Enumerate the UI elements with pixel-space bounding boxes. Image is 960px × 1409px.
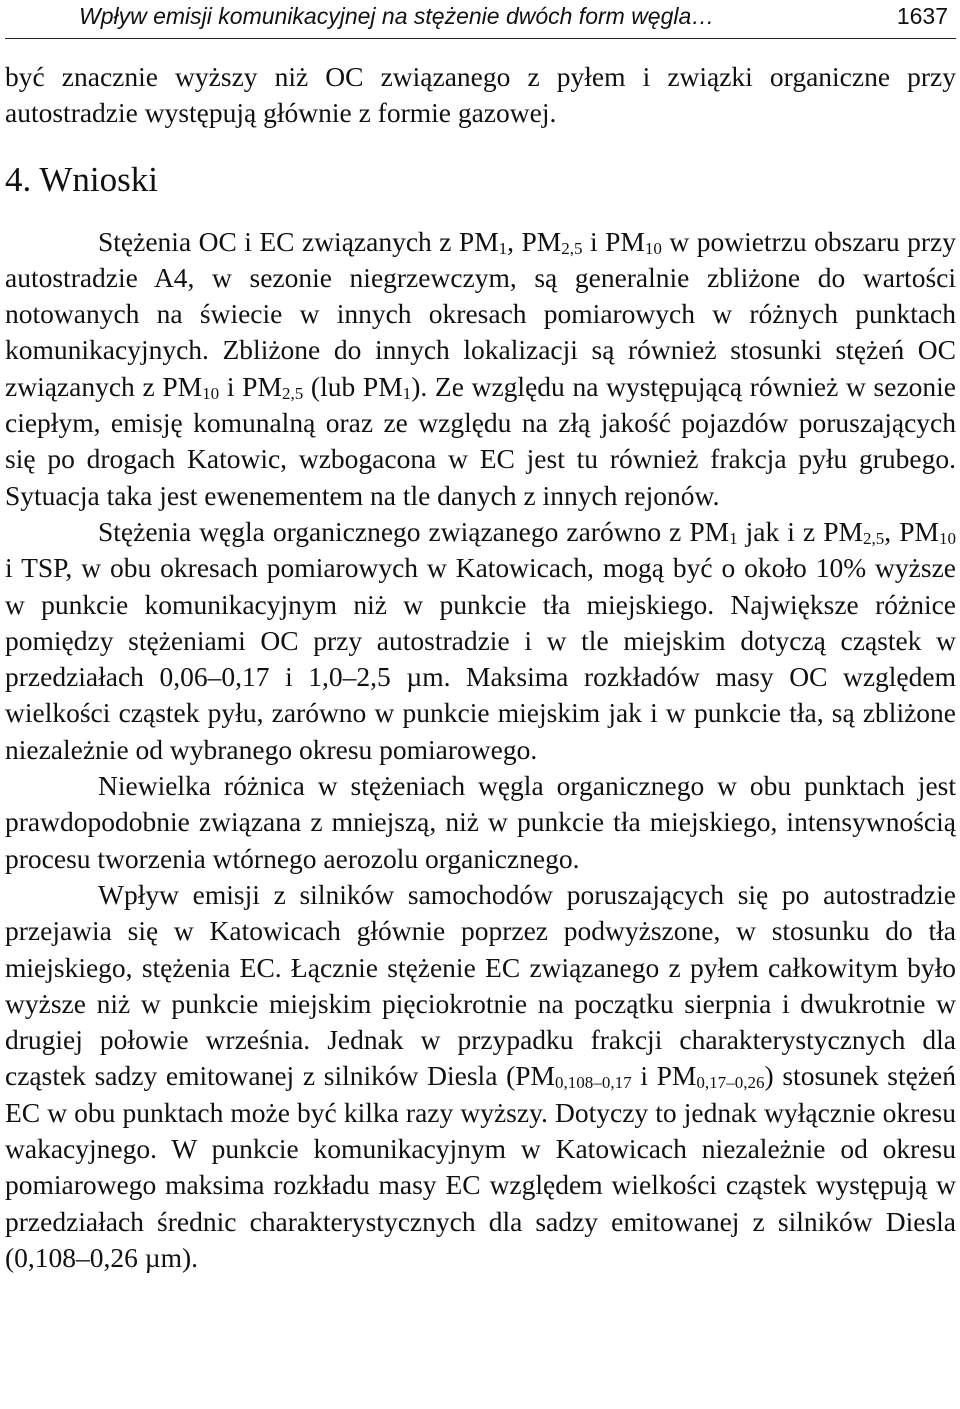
- text-run: i PM: [219, 370, 282, 402]
- subscript: 10: [938, 529, 956, 549]
- section-heading: 4. Wnioski: [5, 159, 158, 199]
- running-title: Wpływ emisji komunikacyjnej na stężenie dwóch form węgla…: [79, 3, 715, 29]
- subscript: 10: [644, 238, 662, 258]
- paragraph-2: [5, 514, 956, 768]
- text-run: i PM: [631, 1060, 697, 1092]
- subscript: 2,5: [862, 529, 885, 549]
- text-run: i PM: [582, 225, 645, 257]
- subscript: 1: [498, 238, 508, 258]
- text-run: jak i z PM: [737, 515, 863, 547]
- text-run: Stężenia węgla organicznego związanego zarówno z PM: [98, 515, 730, 547]
- subscript: 0,108–0,17: [555, 1073, 632, 1093]
- text-run: ). Ze względu na występującą również w sezonie ciepłym, emisję komunalną oraz ze względu na złą jakość pojazdów poruszających się po drogach Katowic, wzbogacona w EC jest tu również frakcja pyłu grubego. Sytuacja taka jest ewenementem na tle danych z innych rejonów.: [5, 370, 957, 511]
- subscript: 2,5: [561, 238, 583, 258]
- running-header: [5, 0, 956, 39]
- subscript: 10: [202, 383, 220, 403]
- text-run: , PM: [507, 225, 562, 257]
- subscript: 1: [729, 529, 738, 549]
- paragraph-1: [5, 224, 956, 514]
- page-number: 1637: [896, 3, 948, 29]
- text-run: Stężenia OC i EC związanych z PM: [98, 225, 499, 257]
- text-run: i TSP, w obu okresach pomiarowych w Katowicach, mogą być o około 10% wyższe w punkcie komunikacyjnym niż w punkcie tła miejskiego. Największe różnice pomiędzy stężeniami OC przy autostradzie i w tle miejskim dotyczą cząstek w przedziałach 0,06–0,17 i 1,0–2,5 µm. Maksima rozkładów masy OC względem wielkości cząstek pyłu, zarówno w punkcie miejskim jak i w punkcie tła, są zbliżone niezależnie od wybranego okresu pomiarowego.: [5, 552, 956, 765]
- body-text: [5, 59, 956, 1276]
- paragraph-3: Niewielka różnica w stężeniach węgla organicznego w obu punktach jest prawdopodobnie związana z mniejszą, niż w punkcie tła miejskiego, intensywnością procesu tworzenia wtórnego aerozolu organicznego.: [5, 770, 956, 874]
- text-run: w powietrzu obszaru przy autostradzie A4, w sezonie niegrzewczym, są generalnie zbliżone do wartości notowanych na świecie w innych okresach pomiarowych w różnych punktach komunikacyjnych. Zbliżone do innych lokalizacji są również stosunki stężeń OC związanych z PM: [5, 225, 956, 402]
- intro-paragraph: być znacznie wyższy niż OC związanego z pyłem i związki organiczne przy autostradzie występują głównie z formie gazowej.: [5, 61, 956, 129]
- text-run: , PM: [884, 515, 939, 547]
- text-run: Wpływ emisji z silników samochodów poruszających się po autostradzie przejawia się w Katowicach głównie poprzez podwyższone, w stosunku do tła miejskiego, stężenia EC. Łącznie stężenie EC związanego z pyłem całkowitym było wyższe niż w punkcie miejskim pięciokrotnie na początku sierpnia i dwukrotnie w drugiej połowie września. Jednak w przypadku frakcji charakterystycznych dla cząstek sadzy emitowanej z silników Diesla (PM: [5, 878, 956, 1092]
- subscript: 0,17–0,26: [696, 1073, 765, 1093]
- text-run: ) stosunek stężeń EC w obu punktach może być kilka razy wyższy. Dotyczy to jednak wyłącznie okresu wakacyjnego. W punkcie komunikacyjnym w Katowicach niezależnie od okresu pomiarowego maksima rozkładu masy EC względem wielkości cząstek występują w przedziałach średnic charakterystycznych dla sadzy emitowanej z silników Diesla (0,108–0,26 µm).: [5, 1060, 956, 1273]
- text-run: (lub PM: [303, 370, 403, 402]
- subscript: 1: [402, 383, 412, 403]
- paragraph-4: [5, 877, 956, 1276]
- subscript: 2,5: [281, 383, 304, 403]
